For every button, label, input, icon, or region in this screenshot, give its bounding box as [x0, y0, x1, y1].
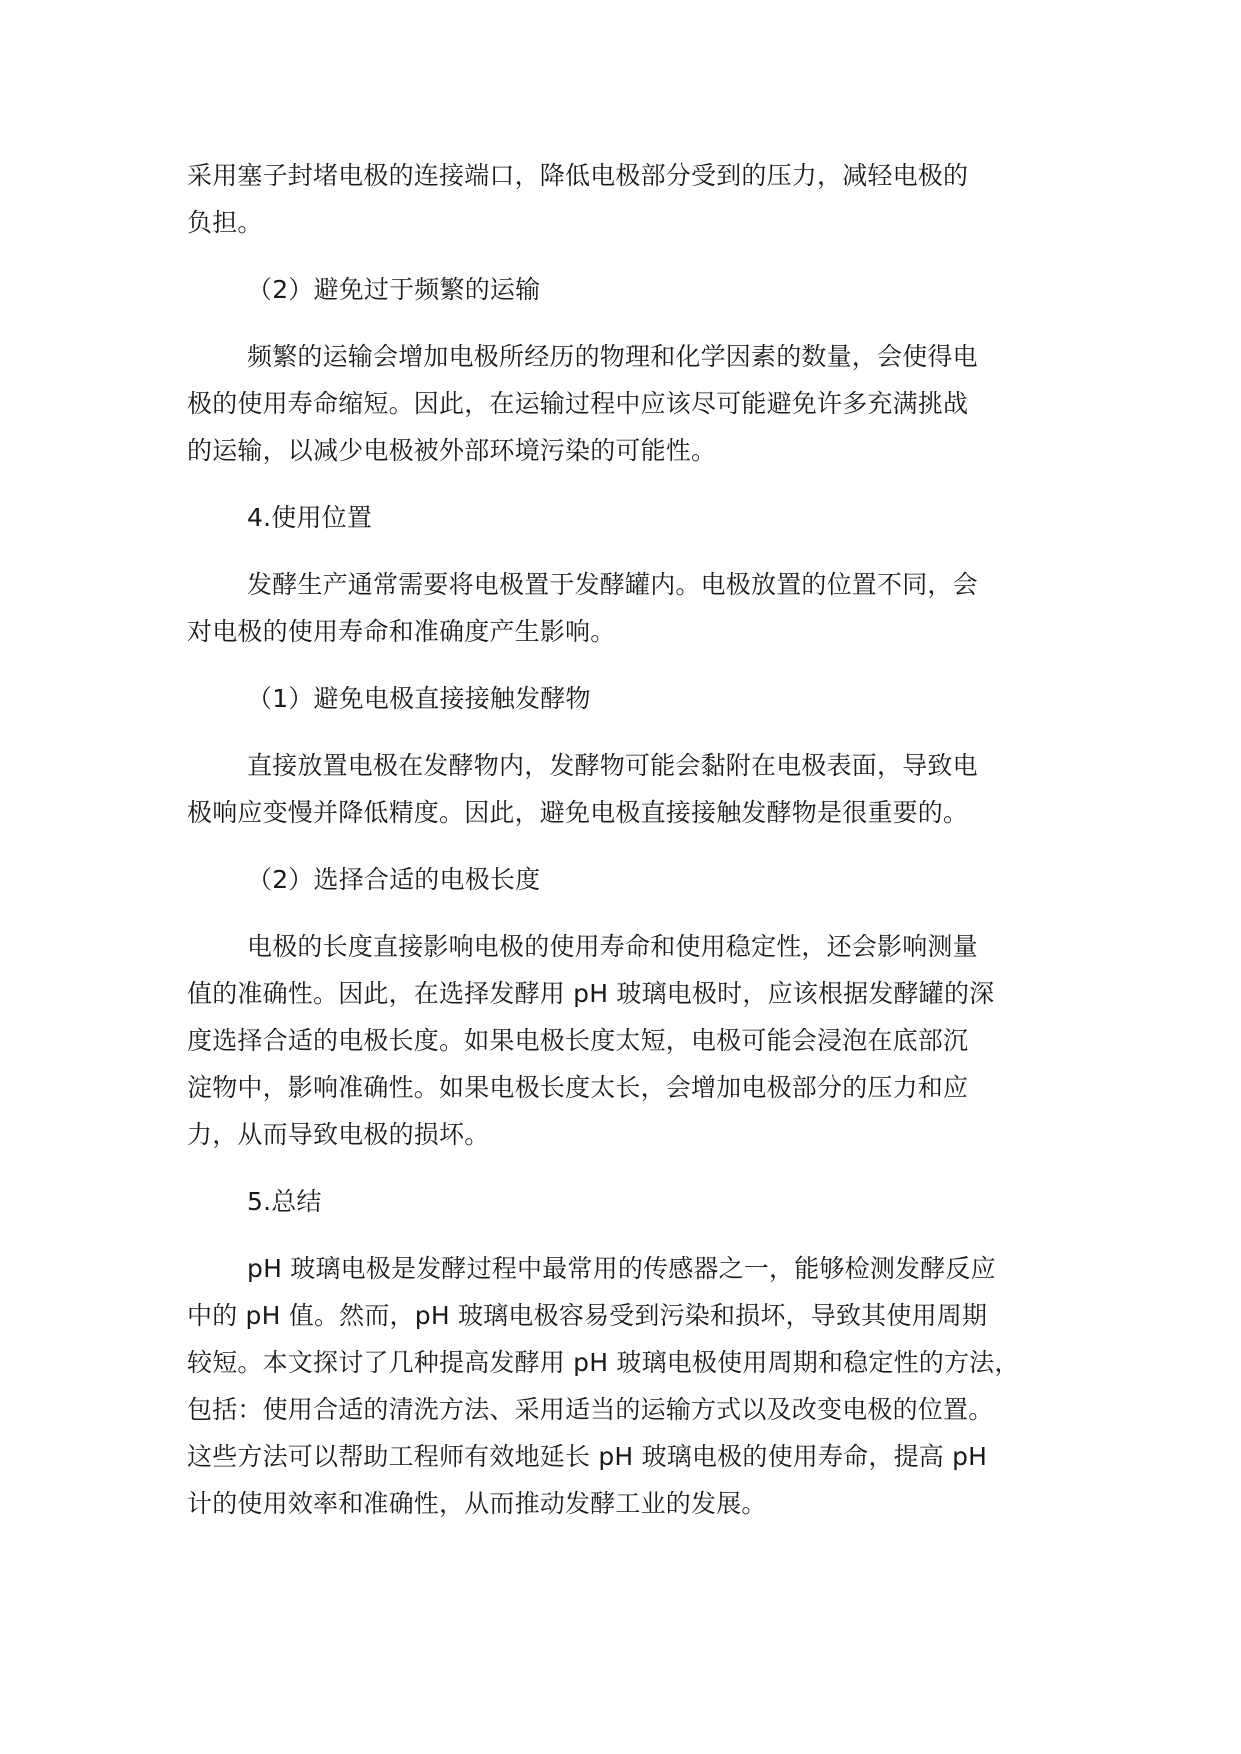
- subheading-avoid-direct-contact: [187, 675, 1087, 722]
- text-line: 包括：使用合适的清洗方法、采用适当的运输方式以及改变电极的位置。: [187, 1395, 994, 1424]
- subheading-avoid-frequent-transport: [187, 266, 1087, 313]
- section-heading-summary: [187, 1178, 1087, 1225]
- text-line: 负担。: [187, 208, 263, 237]
- text-line: 的运输，以减少电极被外部环境污染的可能性。: [187, 436, 717, 465]
- section-heading-usage-position: [187, 494, 1087, 541]
- text-line: 较短。本文探讨了几种提高发酵用 pH 玻璃电极使用周期和稳定性的方法，: [187, 1348, 1020, 1377]
- section-heading-text: 4.使用位置: [247, 503, 373, 532]
- text-line: 电极的长度直接影响电极的使用寿命和使用稳定性，还会影响测量: [247, 932, 978, 961]
- text-line: 力，从而导致电极的损坏。: [187, 1120, 490, 1149]
- paragraph-electrode-length: [187, 923, 1087, 1158]
- text-line: 中的 pH 值。然而，pH 玻璃电极容易受到污染和损坏，导致其使用周期: [187, 1301, 988, 1330]
- text-line: 值的准确性。因此，在选择发酵用 pH 玻璃电极时，应该根据发酵罐的深: [187, 979, 995, 1008]
- text-line: 极响应变慢并降低精度。因此，避免电极直接接触发酵物是很重要的。: [187, 798, 969, 827]
- text-line: 直接放置电极在发酵物内，发酵物可能会黏附在电极表面，导致电: [247, 751, 978, 780]
- subheading-text: （1）避免电极直接接触发酵物: [247, 684, 591, 713]
- text-line: 这些方法可以帮助工程师有效地延长 pH 玻璃电极的使用寿命，提高 pH: [187, 1442, 988, 1471]
- text-line: pH 玻璃电极是发酵过程中最常用的传感器之一，能够检测发酵反应: [247, 1254, 996, 1283]
- text-line: 淀物中，影响准确性。如果电极长度太长，会增加电极部分的压力和应: [187, 1073, 969, 1102]
- subheading-electrode-length: [187, 856, 1087, 903]
- paragraph-usage-position: [187, 561, 1087, 655]
- subheading-text: （2）选择合适的电极长度: [247, 865, 541, 894]
- text-line: 采用塞子封堵电极的连接端口，降低电极部分受到的压力，减轻电极的: [187, 161, 969, 190]
- paragraph-frequent-transport: [187, 333, 1087, 474]
- paragraph-summary: [187, 1245, 1087, 1527]
- text-line: 对电极的使用寿命和准确度产生影响。: [187, 617, 616, 646]
- paragraph-avoid-direct-contact: [187, 742, 1087, 836]
- text-line: 度选择合适的电极长度。如果电极长度太短，电极可能会浸泡在底部沉: [187, 1026, 969, 1055]
- paragraph-electrode-plug: [187, 152, 1087, 246]
- document-body: [187, 152, 1087, 1527]
- text-line: 频繁的运输会增加电极所经历的物理和化学因素的数量，会使得电: [247, 342, 978, 371]
- subheading-text: （2）避免过于频繁的运输: [247, 275, 541, 304]
- text-line: 发酵生产通常需要将电极置于发酵罐内。电极放置的位置不同，会: [247, 570, 978, 599]
- text-line: 极的使用寿命缩短。因此，在运输过程中应该尽可能避免许多充满挑战: [187, 389, 969, 418]
- text-line: 计的使用效率和准确性，从而推动发酵工业的发展。: [187, 1489, 767, 1518]
- section-heading-text: 5.总结: [247, 1187, 322, 1216]
